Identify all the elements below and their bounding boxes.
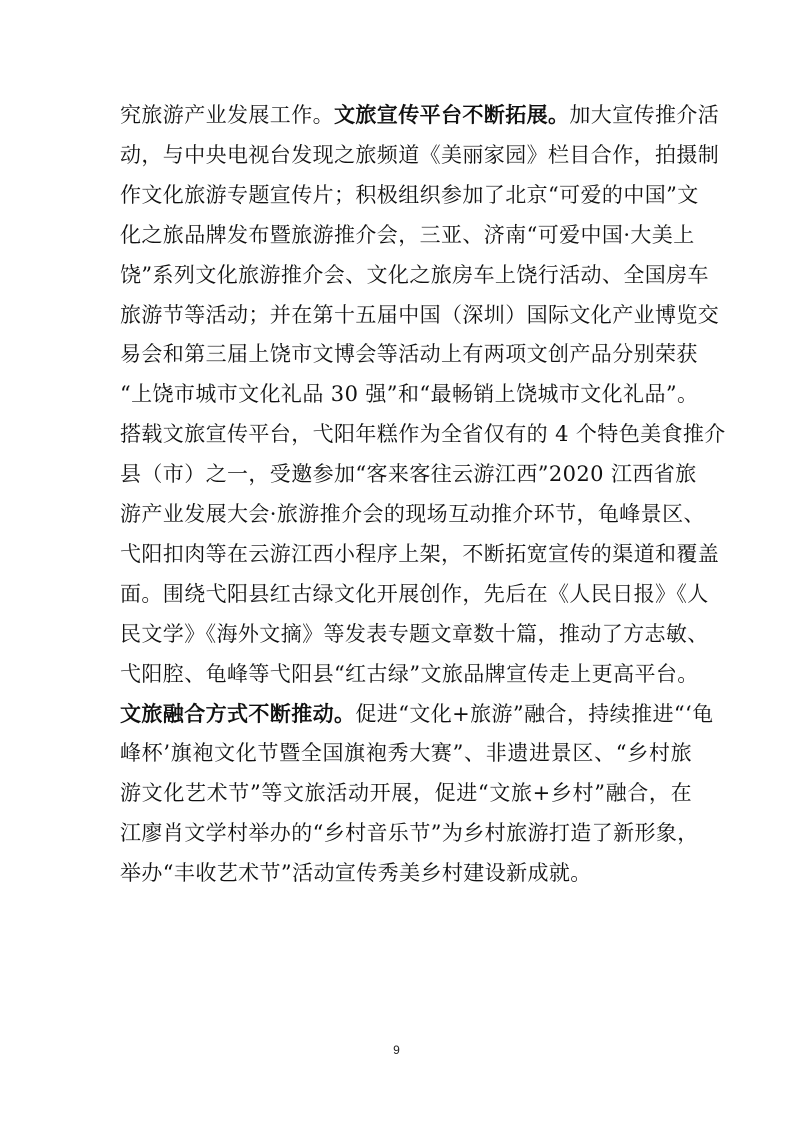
body-text-segment: 峰杯’旗袍文化节暨全国旗袍秀大赛”、非遗进景区、“乡村旅: [120, 741, 692, 765]
body-text-segment: 究旅游产业发展工作。: [120, 103, 334, 127]
body-text-segment: 游产业发展大会·旅游推介会的现场互动推介环节，龟峰景区、: [120, 502, 705, 526]
body-text-segment: 旅游节等活动；并在第十五届中国（深圳）国际文化产业博览交: [120, 303, 720, 327]
body-text-segment: 饶”系列文化旅游推介会、文化之旅房车上饶行活动、全国房车: [120, 263, 709, 287]
text-line: [120, 420, 726, 448]
body-text-segment: 举办“丰收艺术节”活动宣传秀美乡村建设新成就。: [120, 861, 592, 885]
text-line: [120, 460, 697, 488]
text-line: [120, 221, 695, 249]
body-text-segment: 民文学》《海外文摘》等发表专题文章数十篇，推动了方志敏、: [120, 622, 709, 646]
body-text-segment: 易会和第三届上饶市文博会等活动上有两项文创产品分别荣获: [120, 342, 698, 366]
body-text-segment: “上饶市城市文化礼品 30 强”和“最畅销上饶城市文化礼品”。: [120, 382, 699, 406]
text-line: [120, 739, 692, 767]
text-line: [120, 380, 699, 408]
text-line: [120, 301, 720, 329]
body-text-segment: 游文化艺术节”等文旅活动开展，促进“文旅+乡村”融合，在: [120, 781, 692, 805]
text-line: [120, 540, 720, 568]
text-line: [120, 660, 699, 688]
text-line: [120, 141, 720, 169]
text-line: [120, 340, 698, 368]
text-line: [120, 859, 692, 887]
body-text-segment: 面。围绕弋阳县红古绿文化开展创作，先后在《人民日报》《人: [120, 582, 709, 606]
body-text-segment: 加大宣传推介活: [569, 103, 720, 127]
text-line: [120, 181, 699, 209]
body-text-segment: 江廖肖文学村举办的“乡村音乐节”为乡村旅游打造了新形象，: [120, 821, 699, 845]
text-line: [120, 580, 709, 608]
bold-heading-text: 文旅融合方式不断推动。: [120, 702, 356, 726]
bold-heading-text: 文旅宣传平台不断拓展。: [334, 103, 570, 127]
text-line: [120, 261, 709, 289]
text-line: [120, 819, 699, 847]
body-text-segment: 作文化旅游专题宣传片；积极组织参加了北京“可爱的中国”文: [120, 183, 699, 207]
text-line: [120, 779, 692, 807]
page-number: 9: [393, 1043, 400, 1057]
text-line: [120, 700, 714, 728]
body-text-segment: 化之旅品牌发布暨旅游推介会，三亚、济南“可爱中国·大美上: [120, 223, 695, 247]
body-text-segment: 县（市）之一，受邀参加“客来客往云游江西”2020 江西省旅: [120, 462, 697, 486]
body-text-segment: 弋阳扣肉等在云游江西小程序上架，不断拓宽宣传的渠道和覆盖: [120, 542, 720, 566]
text-line: [120, 500, 705, 528]
body-text-segment: 动，与中央电视台发现之旅频道《美丽家园》栏目合作，拍摄制: [120, 143, 720, 167]
text-line: [120, 620, 709, 648]
body-text-segment: 弋阳腔、龟峰等弋阳县“红古绿”文旅品牌宣传走上更高平台。: [120, 662, 699, 686]
text-line: [120, 101, 720, 129]
body-text-segment: 搭载文旅宣传平台，弋阳年糕作为全省仅有的 4 个特色美食推介: [120, 422, 726, 446]
body-text-segment: 促进“文化+旅游”融合，持续推进“‘龟: [355, 702, 714, 726]
